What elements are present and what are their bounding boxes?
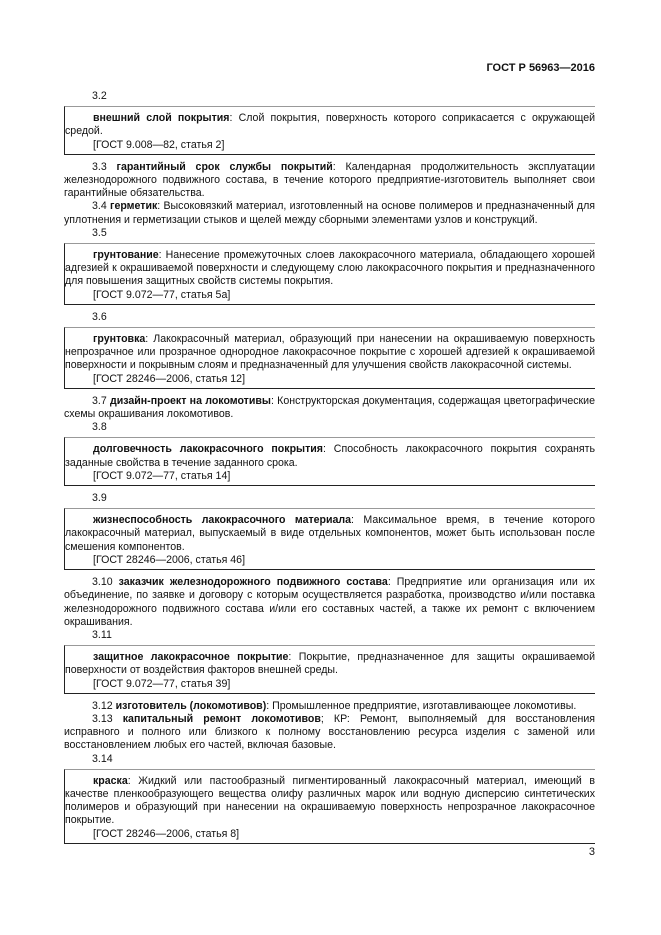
- term: грунтовка: [93, 333, 146, 346]
- definition-text: жизнеспособность лакокрасочного материала: Максимальное время, в течение которого лакокрасочный материал, выпускаемый в виде отдельных компонентов, может быть использован после смешения компонентов.: [65, 514, 595, 553]
- definition-box: [64, 645, 595, 694]
- definition-text: краска: Жидкий или пастообразный пигментированный лакокрасочный материал, имеющий в качестве пленкообразующего вещества олифу различных марок или водную дисперсию синтетических полимеров и образующий при нанесении на окрашиваемую поверхность непрозрачное лакокрасочное покрытие.: [65, 774, 595, 827]
- term: краска: [93, 774, 128, 787]
- definition-box: [64, 106, 595, 155]
- definition-box: [64, 437, 595, 486]
- definition-text: долговечность лакокрасочного покрытия: Способность лакокрасочного покрытия сохранять заданные свойства в течение заданного срока.: [65, 443, 595, 469]
- entry-number: 3.12: [92, 699, 113, 712]
- term: герметик: [110, 200, 158, 213]
- definition-box: [64, 508, 595, 570]
- entry-number: 3.8: [92, 421, 107, 434]
- definition-plain: 3.3 гарантийный срок службы покрытий: Календарная продолжительность эксплуатации железнодорожного подвижного состава, в течение которого предприятие-изготовитель выполняет свои гарантийные обязательства. 3.4 герметик: Высоковязкий материал, изготовленный на основе полимеров и предназначенный для уплотнения и герметизации стыков и щелей между сборными элементами узлов и конструкций.: [64, 160, 596, 226]
- entry-number: 3.4: [92, 200, 107, 213]
- term: капитальный ремонт локомотивов: [122, 712, 321, 725]
- term: изготовитель (локомотивов): [115, 699, 267, 712]
- term: грунтование: [93, 249, 159, 262]
- term: защитное лакокрасочное покрытие: [93, 651, 289, 664]
- entry-number: 3.2: [92, 90, 107, 102]
- entry-number: 3.14: [92, 752, 113, 765]
- term: дизайн-проект на локомотивы: [110, 394, 271, 407]
- term: гарантийный срок службы покрытий: [116, 160, 333, 173]
- document-body: [64, 90, 595, 850]
- definition-plain: 3.7 дизайн-проект на локомотивы: Конструкторская документация, содержащая цветографические схемы окрашивания локомотивов.: [64, 394, 595, 421]
- definition-text: внешний слой покрытия: Слой покрытия, поверхность которого соприкасается с окружающей средой.: [65, 112, 595, 138]
- source-reference: [ГОСТ 28246—2006, статья 8]: [93, 827, 240, 840]
- term: внешний слой покрытия: [93, 112, 230, 125]
- entry-number: 3.13: [92, 712, 113, 725]
- term: долговечность лакокрасочного покрытия: [93, 443, 323, 456]
- term: жизнеспособность лакокрасочного материала: [93, 514, 352, 527]
- entry-number: 3.11: [92, 628, 112, 641]
- source-reference: [ГОСТ 9.072—77, статья 5а]: [93, 288, 231, 301]
- entry-number: 3.5: [92, 226, 107, 239]
- entry-number: 3.7: [92, 394, 107, 407]
- source-reference: [ГОСТ 9.072—77, статья 14]: [93, 469, 231, 482]
- definition-plain: 3.10 заказчик железнодорожного подвижного состава: Предприятие или организация или их объединение, по заявке и договору с которым осуществляется разработка, производство и/или поставка железнодорожного подвижного состава и/или его составных частей, а также их ремонт с включением окрашивания.: [64, 576, 595, 628]
- definition-plain: 3.12 изготовитель (локомотивов): Промышленное предприятие, изготавливающее локомотивы. 3.13 капитальный ремонт локомотивов; КР: Ремонт, выполняемый для восстановления исправного и полного или близкого к полному восстановлению ресурса изделия с заменой или восстановлением любых его частей, включая базовые.: [64, 699, 595, 752]
- source-reference: [ГОСТ 28246—2006, статья 12]: [93, 372, 246, 385]
- source-reference: [ГОСТ 9.008—82, статья 2]: [93, 138, 225, 151]
- source-reference: [ГОСТ 9.072—77, статья 39]: [93, 677, 231, 690]
- definition-box: [64, 327, 595, 389]
- entry-number: 3.3: [92, 160, 107, 173]
- definition-text: грунтовка: Лакокрасочный материал, образующий при нанесении на окрашиваемую поверхность непрозрачное или прозрачное однородное лакокрасочное покрытие с хорошей адгезией к окрашиваемой поверхности и покрывным слоям и предназначенный для улучшения свойств лакокрасочной системы.: [65, 333, 595, 372]
- definition-box: [64, 243, 595, 305]
- source-reference: [ГОСТ 28246—2006, статья 46]: [93, 553, 246, 566]
- page-number: 3: [588, 846, 595, 858]
- definition-text: защитное лакокрасочное покрытие: Покрытие, предназначенное для защиты окрашиваемой поверхности от воздействия факторов внешней среды.: [65, 651, 595, 677]
- entry-number: 3.6: [92, 310, 107, 323]
- term: заказчик железнодорожного подвижного состава: [118, 576, 388, 589]
- definition-text: грунтование: Нанесение промежуточных слоев лакокрасочного материала, обладающего хорошей адгезией к окрашиваемой поверхности и следующему слою лакокрасочного покрытия и предназначенного для повышения защитных свойств системы покрытия.: [65, 249, 595, 288]
- document-header: ГОСТ Р 56963—2016: [486, 62, 595, 74]
- definition-box: [64, 769, 595, 844]
- entry-number: 3.10: [92, 576, 113, 589]
- entry-number: 3.9: [92, 492, 107, 505]
